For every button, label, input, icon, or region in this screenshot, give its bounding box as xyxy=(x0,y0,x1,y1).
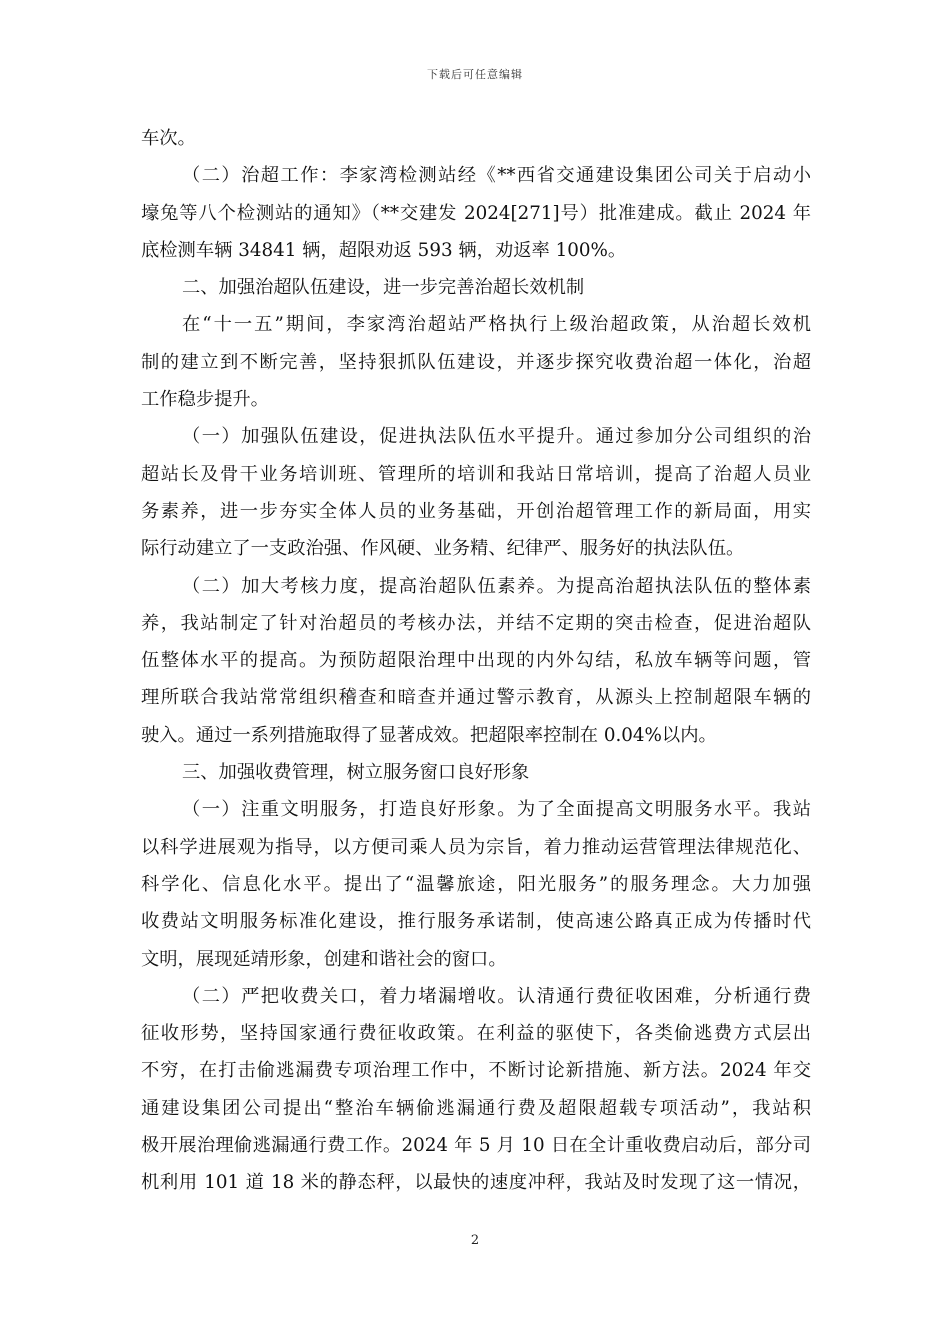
text-line: 收费站文明服务标准化建设，推行服务承诺制，使高速公路真正成为传播时代 xyxy=(141,911,811,933)
text-line: 理所联合我站常常组织稽查和暗查并通过警示教育，从源头上控制超限车辆的 xyxy=(141,687,811,709)
text-line: 车次。 xyxy=(141,128,196,149)
text-line: 务素养，进一步夯实全体人员的业务基础，开创治超管理工作的新局面，用实 xyxy=(141,500,811,522)
page-number: 2 xyxy=(470,1233,480,1248)
page-header: 下载后可任意编辑 xyxy=(427,68,523,81)
text-line: （二）治超工作：李家湾检测站经《**西省交通建设集团公司关于启动小 xyxy=(182,165,811,187)
text-line: （一）注重文明服务，打造良好形象。为了全面提高文明服务水平。我站 xyxy=(182,799,811,821)
text-line: 际行动建立了一支政治强、作风硬、业务精、纪律严、服务好的执法队伍。 xyxy=(141,538,745,560)
text-line: 养，我站制定了针对治超员的考核办法，并结不定期的突击检查，促进治超队 xyxy=(141,612,811,634)
text-line: 底检测车辆 34841 辆，超限劝返 593 辆，劝返率 100%。 xyxy=(141,239,627,261)
text-line: （二）加大考核力度，提高治超队伍素养。为提高治超执法队伍的整体素 xyxy=(182,575,811,597)
text-line: 以科学进展观为指导，以方便司乘人员为宗旨，着力推动运营管理法律规范化、 xyxy=(141,836,811,858)
text-line: 二、加强治超队伍建设，进一步完善治超长效机制 xyxy=(182,277,585,299)
text-line: 伍整体水平的提高。为预防超限治理中出现的内外勾结，私放车辆等问题，管 xyxy=(141,650,811,672)
text-line: 机利用 101 道 18 米的静态秤，以最快的速度冲秤，我站及时发现了这一情况， xyxy=(141,1172,811,1194)
text-line: （二）严把收费关口，着力堵漏增收。认清通行费征收困难，分析通行费 xyxy=(182,985,811,1007)
text-line: 文明，展现延靖形象，创建和谐社会的窗口。 xyxy=(141,948,507,970)
text-line: 三、加强收费管理，树立服务窗口良好形象 xyxy=(182,762,530,784)
text-line: 征收形势，坚持国家通行费征收政策。在利益的驱使下，各类偷逃费方式层出 xyxy=(141,1023,811,1045)
text-line: 驶入。通过一系列措施取得了显著成效。把超限率控制在 0.04%以内。 xyxy=(141,724,717,746)
text-line: （一）加强队伍建设，促进执法队伍水平提升。通过参加分公司组织的治 xyxy=(182,426,811,448)
text-line: 不穷，在打击偷逃漏费专项治理工作中，不断讨论新措施、新方法。2024 年交 xyxy=(141,1060,811,1082)
text-line: 壕兔等八个检测站的通知》（**交建发 2024[271]号）批准建成。截止 2024 年 xyxy=(141,202,811,224)
text-line: 超站长及骨干业务培训班、管理所的培训和我站日常培训，提高了治超人员业 xyxy=(141,463,811,485)
text-line: 极开展治理偷逃漏通行费工作。2024 年 5 月 10 日在全计重收费启动后，部分司 xyxy=(141,1135,811,1157)
text-line: 制的建立到不断完善，坚持狠抓队伍建设，并逐步探究收费治超一体化，治超 xyxy=(141,351,811,373)
text-line: 通建设集团公司提出“整治车辆偷逃漏通行费及超限超载专项活动”，我站积 xyxy=(141,1097,811,1119)
text-line: 科学化、信息化水平。提出了“温馨旅途，阳光服务”的服务理念。大力加强 xyxy=(141,873,811,895)
text-line: 工作稳步提升。 xyxy=(141,389,269,411)
text-line: 在“十一五”期间，李家湾治超站严格执行上级治超政策，从治超长效机 xyxy=(182,314,811,336)
document-body xyxy=(141,120,811,1202)
